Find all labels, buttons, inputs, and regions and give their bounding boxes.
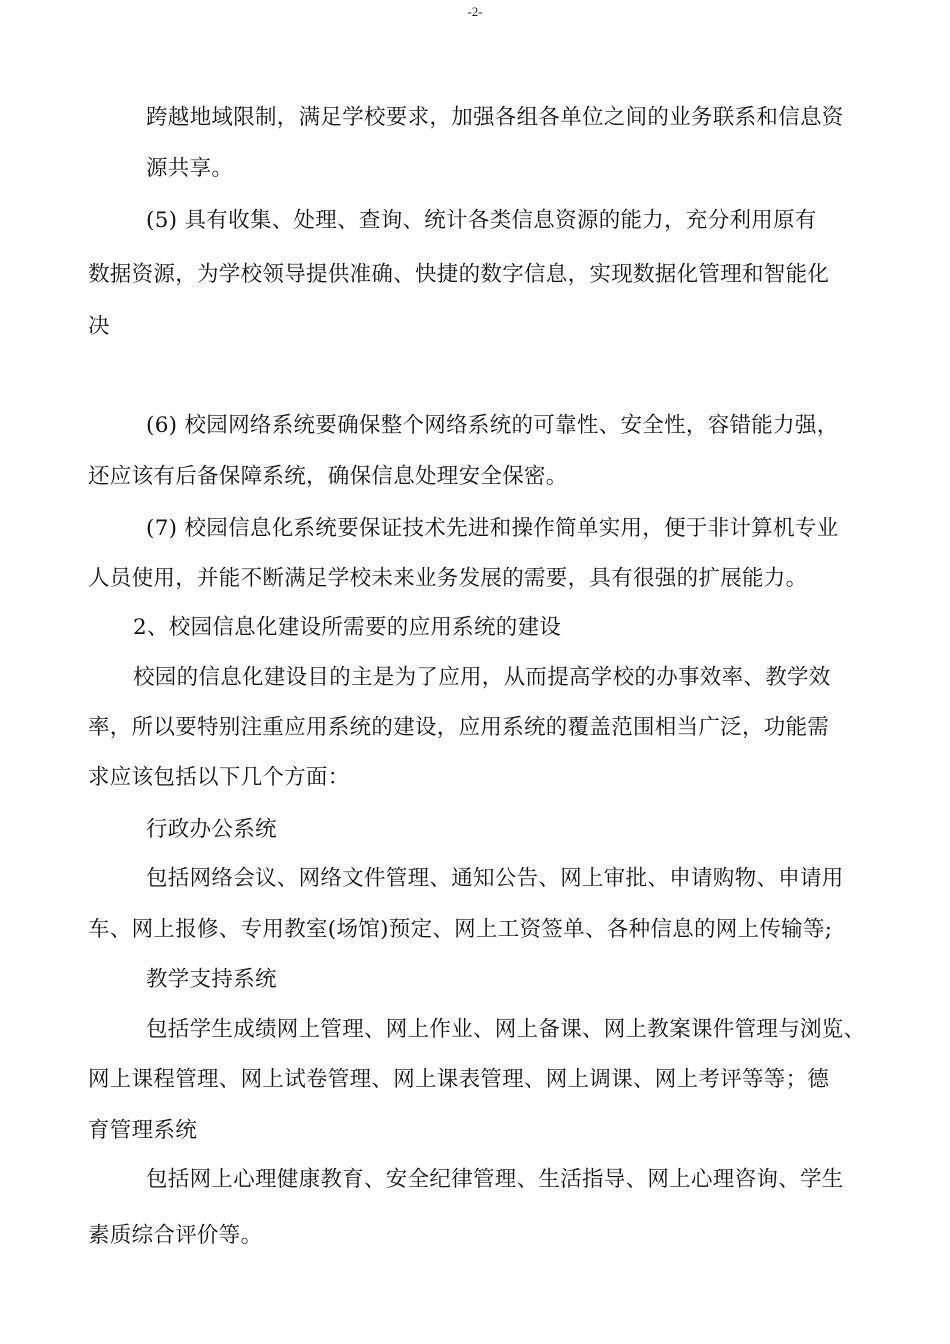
text-line: (5) 具有收集、处理、查询、统计各类信息资源的能力，充分利用原有 [146,208,817,233]
text-line: 决 [88,314,110,339]
text-line: (6) 校园网络系统要确保整个网络系统的可靠性、安全性，容错能力强， [146,413,839,438]
text-line: 还应该有后备保障系统，确保信息处理安全保密。 [88,464,568,489]
text-line: 率，所以要特别注重应用系统的建设，应用系统的覆盖范围相当广泛，功能需 [88,715,830,740]
subsystem-heading: 行政办公系统 [146,817,277,842]
text-line: 包括网上心理健康教育、安全纪律管理、生活指导、网上心理咨询、学生 [146,1167,844,1192]
text-line: 素质综合评价等。 [88,1223,263,1248]
text-line: 数据资源，为学校领导提供准确、快捷的数字信息，实现数据化管理和智能化 [88,262,830,287]
text-line: 车、网上报修、专用教室(场馆)预定、网上工资签单、各种信息的网上传输等; [88,917,833,942]
text-line: 求应该包括以下几个方面： [88,765,350,790]
text-line: (7) 校园信息化系统要保证技术先进和操作简单实用，便于非计算机专业 [146,516,839,541]
text-line: 包括网络会议、网络文件管理、通知公告、网上审批、申请购物、申请用 [146,866,844,891]
text-line: 包括学生成绩网上管理、网上作业、网上备课、网上教案课件管理与浏览、 [146,1017,866,1042]
text-line: 校园的信息化建设目的主是为了应用，从而提高学校的办事效率、教学效 [133,665,831,690]
page-number: -2- [467,4,483,19]
subsystem-heading: 教学支持系统 [146,967,277,992]
text-line: 跨越地域限制，满足学校要求，加强各组各单位之间的业务联系和信息资 [146,105,844,130]
text-line: 人员使用，并能不断满足学校未来业务发展的需要，具有很强的扩展能力。 [88,566,808,591]
section-heading: 2、校园信息化建设所需要的应用系统的建设 [133,615,562,640]
text-line: 网上课程管理、网上试卷管理、网上课表管理、网上调课、网上考评等等；德 [88,1067,830,1092]
text-line: 育管理系统 [88,1118,198,1143]
text-line: 源共享。 [146,156,234,181]
